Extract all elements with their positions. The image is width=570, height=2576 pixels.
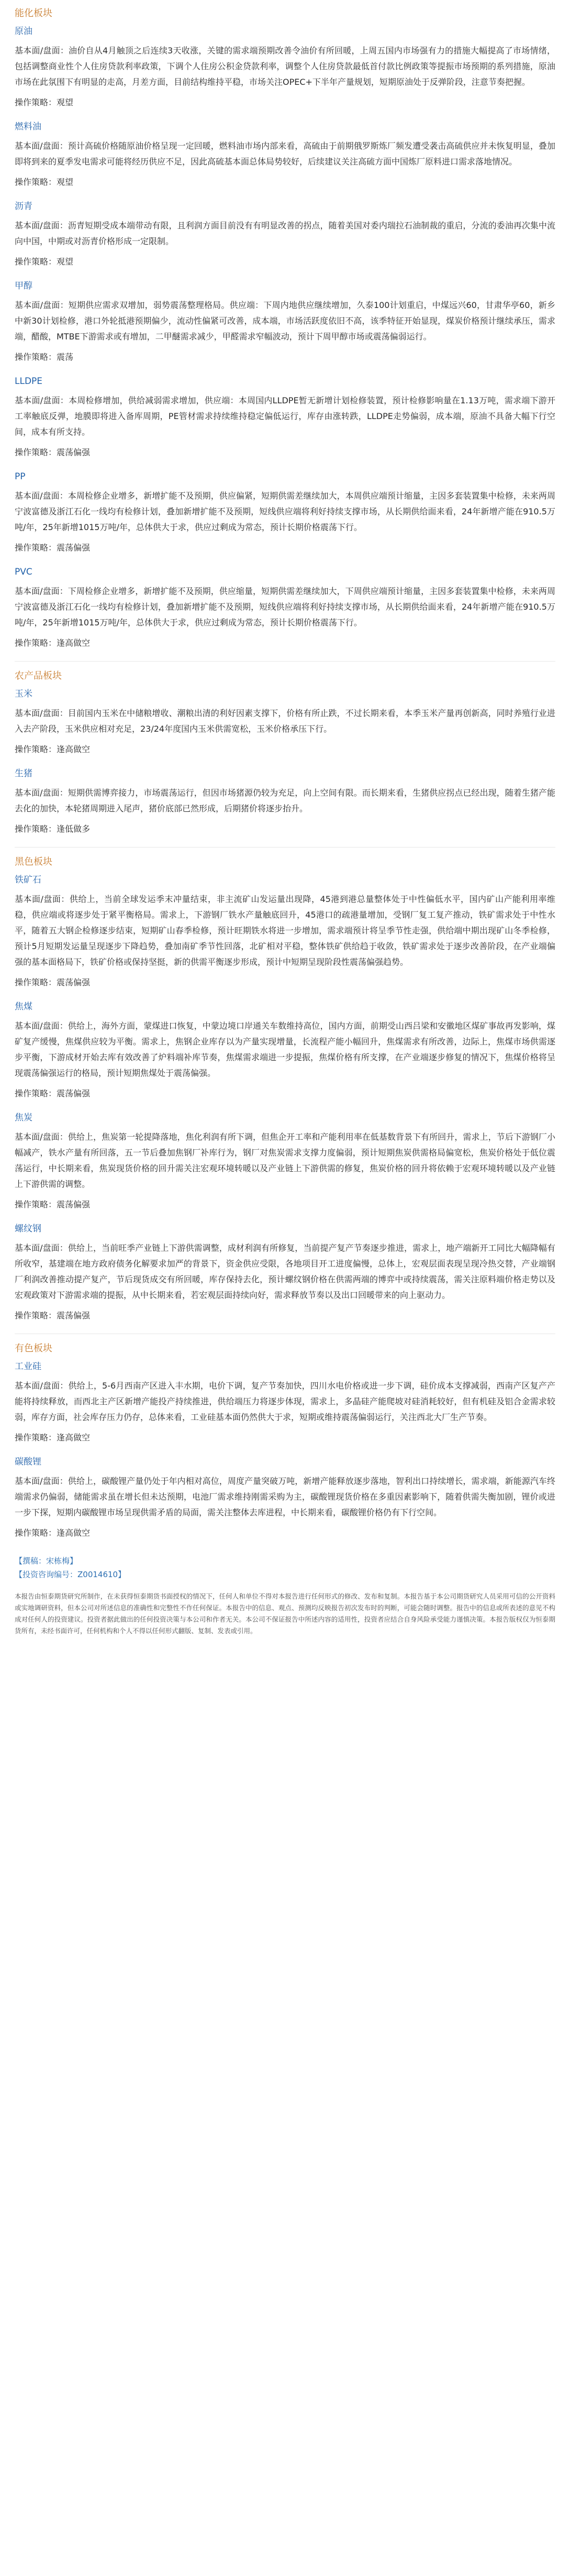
commodity-strategy: 操作策略：震荡偏强 [15,1199,91,1209]
section [15,856,555,1334]
commodity-strategy: 操作策略：逢高做空 [15,1433,91,1443]
commodity-item [15,767,555,836]
commodity-analysis: 基本面/盘面：供给上，5-6月西南产区进入丰水期，电价下调，复产节奏加快，四川水电价格或进一步下调，硅价成本支撑减弱，西南产区复产产能将持续释放，而西北主产区新增产能投产持续推进，供给端压力将逐步体现，需求上，多晶硅产能爬坡对硅消耗较好，但有机硅及铝合金需求较弱，库存方面，社会库存压力仍存，总体来看，工业硅基本面仍然供大于求，短期或维持震荡偏弱运行，关注西北大厂生产节奏。 [15,1381,555,1422]
commodity-title: 原油 [15,26,32,37]
commodity-title: 甲醇 [15,281,32,291]
commodity-item [15,375,555,460]
commodity-analysis: 基本面/盘面：供给上，当前旺季产业链上下游供需调整，成材利润有所修复，当前提产复产节奏逐步推进，需求上，地产端新开工同比大幅降幅有所收窄，基建端在地方政府债务化解要求加严的背景下，资金供应受限，各地项目开工进度偏慢，总体上，宏观层面表现呈现冷热交替，产业端钢厂利润改善推动提产复产，节后现货成交有所回暖，库存保持去化，预计螺纹钢价格在供需两端的博弈中或持续震荡，需关注原料端价格走势以及宏观政策对下游需求端的提振，从中长期来看，若宏观层面持续向好，需求释放节奏以及出口回暖带来的向上驱动力。 [15,1243,555,1300]
cert-line: 【投资咨询编号：Z0014610】 [15,1570,126,1579]
commodity-analysis: 基本面/盘面：短期供需博弈接力，市场震荡运行，但因市场猪源仍较为充足，向上空间有限。而长期来看，生猪供应拐点已经出现，随着生猪产能去化的加快，本轮猪周期进入尾声，猪价底部已然形成，后期猪价将逐步抬升。 [15,788,555,813]
commodity-item [15,1360,555,1445]
report-meta [15,1554,555,1581]
commodity-title: LLDPE [15,376,43,387]
section-title: 有色板块 [15,1343,52,1354]
commodity-analysis: 基本面/盘面：沥青短期受成本端带动有限，且利润方面目前没有有明显改善的拐点，随着美国对委内瑞拉石油制裁的重启，分流的委油再次集中流向中国，中期或对沥青价格形成一定限制。 [15,221,555,246]
commodity-item [15,1223,555,1323]
commodity-item [15,874,555,990]
commodity-item [15,1456,555,1540]
commodity-title: 螺纹钢 [15,1224,41,1234]
commodity-item [15,566,555,651]
commodity-title: 工业硅 [15,1361,41,1372]
commodity-analysis: 基本面/盘面：目前国内玉米在中储粮增收、潮粮出清的利好因素支撑下，价格有所止跌，不过长期来看，本季玉米产量再创新高，同时养殖行业进入去产阶段，玉米供应相对充足，23/24年度国内玉米供需宽松，玉米价格承压下行。 [15,708,555,734]
commodity-strategy: 操作策略：逢高做空 [15,638,91,648]
commodity-title: PP [15,471,26,482]
section-title: 农产品板块 [15,670,62,681]
commodity-strategy: 操作策略：震荡偏强 [15,447,91,457]
commodity-strategy: 操作策略：震荡偏强 [15,1311,91,1320]
commodity-title: 碳酸锂 [15,1457,41,1467]
commodity-title: 生猪 [15,768,32,779]
commodity-item [15,1111,555,1212]
commodity-title: 铁矿石 [15,875,41,885]
commodity-title: 焦煤 [15,1001,32,1012]
commodity-analysis: 基本面/盘面：油价自从4月触顶之后连续3天收涨，关键的需求端预期改善令油价有所回暖，上周五国内市场强有力的措施大幅提高了市场情绪，包括调整商业性个人住房贷款利率政策，下调个人住房公积金贷款利率，调整个人住房贷款最低首付款比例政策等提振市场预期的系列措施，原油市场在此氛围下有明显的走高，月差方面，目前结构维持平稳，市场关注OPEC+下半年产量规划，短期原油处于反弹阶段，注意节奏把握。 [15,46,555,87]
commodity-strategy: 操作策略：震荡 [15,352,74,362]
commodity-analysis: 基本面/盘面：供给上，碳酸锂产量仍处于年内相对高位，周度产量突破万吨，新增产能释放逐步落地，智利出口持续增长，需求端，新能源汽车终端需求仍偏弱，储能需求虽在增长但未达预期，电池厂需求维持刚需采购为主，碳酸锂现货价格在多重因素影响下，随着供需失衡加剧，锂价或进一步下探，短期内碳酸锂市场呈现供需矛盾的局面，需关注整体去库进程，中长期来看，碳酸锂价格仍有下行空间。 [15,1476,555,1517]
commodity-title: 燃料油 [15,122,41,132]
commodity-analysis: 基本面/盘面：下周检修企业增多，新增扩能不及预期，供应缩量，短期供需差继续加大，下周供应端预计缩量，主因多套装置集中检修，未来两周宁波富德及浙江石化一线均有检修计划，叠加新增扩能不及预期，短线供应端将利好持续支撑市场，从长期供给面来看，24年新增产能在910.5万吨/年，25年新增1015万吨/年，总体供大于求，供应过剩成为常态，预计长期价格震荡下行。 [15,586,555,628]
commodity-title: 焦炭 [15,1113,32,1123]
section-title: 能化板块 [15,8,52,19]
commodity-strategy: 操作策略：观望 [15,257,74,267]
section-divider [15,661,555,662]
commodity-title: PVC [15,567,32,577]
section [15,670,555,847]
commodity-strategy: 操作策略：逢低做多 [15,824,91,834]
commodity-analysis: 基本面/盘面：本周检修增加，供给减弱需求增加，供应端：本周国内LLDPE暂无新增计划检修装置，预计检修影响量在1.13万吨，需求端下游开工率触底反弹，地膜即将进入备库周期，PE管材需求持续维持稳定偏低运行，库存由涨转跌，LLDPE走势偏弱，成本端，原油不具备大幅下行空间，成本有所支持。 [15,395,555,437]
section-title: 黑色板块 [15,856,52,867]
commodity-item [15,470,555,555]
author-line: 【撰稿：宋栋梅】 [15,1556,78,1566]
commodity-strategy: 操作策略：逢高做空 [15,1528,91,1538]
commodity-item [15,1000,555,1101]
commodity-strategy: 操作策略：观望 [15,97,74,107]
commodity-strategy: 操作策略：震荡偏强 [15,543,91,553]
commodity-analysis: 基本面/盘面：短期供应需求双增加，弱势震荡整理格局。供应端：下周内地供应继续增加，久泰100计划重启，中煤远兴60，甘肃华亭60，新乡中新30计划检修，港口外轮抵港预期偏少，流动性偏紧可改善，成本端，市场活跃度依旧不高，该季特征开始显现，煤炭价格预计继续承压，需求端，醋酸，MTBE下游需求或有增加，二甲醚需求减少，甲醛需求窄幅波动，预计下周甲醇市场或震荡偏弱运行。 [15,300,555,342]
commodity-item [15,280,555,365]
commodity-analysis: 基本面/盘面：本周检修企业增多，新增扩能不及预期，供应偏紧，短期供需差继续加大，本周供应端预计缩量，主因多套装置集中检修，未来两周宁波富德及浙江石化一线均有检修计划，叠加新增扩能不及预期，短线供应端将利好持续支撑市场，从长期供给面来看，24年新增产能在910.5万吨/年，25年新增1015万吨/年，总体供大于求，供应过剩成为常态，预计长期价格震荡下行。 [15,491,555,532]
commodity-strategy: 操作策略：观望 [15,177,74,187]
commodity-analysis: 基本面/盘面：供给上，海外方面，蒙煤进口恢复，中蒙边境口岸通关车数维持高位，国内方面，前期受山西吕梁和安徽地区煤矿事故再发影响，煤矿复产缓慢，焦煤供应较为平衡。需求上，焦钢企业库存以为产量实现增量，长流程产能小幅回升，焦煤需求有所改善，边际上，焦煤市场供需逐步平衡，下游成材开始去库有效改善了炉料端补库节奏，焦煤需求端进一步提振，焦煤价格有所支撑，在产业端逐步修复的情况下，焦煤价格将呈现震荡偏强运行的格局，预计短期焦煤处于震荡偏强。 [15,1021,555,1078]
report-sections [15,7,555,1540]
commodity-analysis: 基本面/盘面：供给上，当前全球发运季末冲量结束，非主流矿山发运量出现降，45港到港总量整体处于中性偏低水平，国内矿山产能利用率维稳，供应端或将逐步处于紧平衡格局。需求上，下游钢厂铁水产量触底回升，45港口的疏港量增加，受钢厂复工复产推动，铁矿需求处于中性水平，随着五大钢企检修逐步结束，短期矿山春季检修，预计旺期铁水将进一步增加，需求端预计将呈季节性走强，供给端中期出现矿山冬季检修，预计5月短期发运量呈现逐步下降趋势，叠加南矿季节性回落，北矿相对平稳，整体铁矿供给趋于收敛，铁矿需求处于逐步改善阶段，在产业端偏强的基本面格局下，铁矿价格或保持坚挺，新的供需平衡逐步形成，预计中短期呈现阶段性震荡偏强趋势。 [15,894,555,967]
commodity-title: 玉米 [15,689,32,699]
commodity-item [15,688,555,757]
section [15,1342,555,1540]
commodity-analysis: 基本面/盘面：供给上，焦炭第一轮提降落地，焦化利润有所下调，但焦企开工率和产能利用率在低基数背景下有所回升，需求上，节后下游钢厂小幅减产，铁水产量有所回落，五一节后叠加焦钢厂补库行为，钢厂对焦炭需求支撑力度偏弱，预计短期焦炭供需格局偏宽松，焦炭价格处于低位震荡运行，中长期来看，焦炭现货价格的回升需关注宏观环境转暖以及产业链上下游供需的修复，焦炭价格的回升将依赖于宏观环境转暖以及产业链上下游供需的调整。 [15,1132,555,1189]
commodity-strategy: 操作策略：震荡偏强 [15,977,91,987]
commodity-title: 沥青 [15,201,32,212]
commodity-item [15,25,555,110]
section [15,7,555,662]
commodity-item [15,200,555,269]
disclaimer: 本报告由恒泰期货研究所制作，在未获得恒泰期货书面授权的情况下，任何人和单位不得对本报告进行任何形式的修改、发布和复制。本报告基于本公司期货研究人员采用可信的公开资料或实地调研资料，但本公司对所述信息的准确性和完整性不作任何保证。本报告中的信息、观点、预测均反映报告初次发布时的判断，可能会随时调整。报告中的信息或所表述的意见不构成对任何人的投资建议。投资者据此做出的任何投资决策与本公司和作者无关。本公司不保证报告中所述内容的适用性，投资者应结合自身风险承受能力谨慎决策。本报告版权仅为恒泰期货所有，未经书面许可，任何机构和个人不得以任何形式翻版、复制、发表或引用。 [15,1592,555,1635]
commodity-analysis: 基本面/盘面：预计高硫价格随原油价格呈现一定回暖，燃料油市场内部来看，高硫由于前期俄罗斯炼厂频发遭受袭击高硫供应并未恢复明显，叠加即将到来的夏季发电需求可能将经历供应不足，因此高硫基本面总体局势较好，后续建议关注高硫方面中国炼厂原料进口需求落地情况。 [15,141,555,167]
commodity-item [15,120,555,190]
commodity-strategy: 操作策略：逢高做空 [15,744,91,754]
commodity-strategy: 操作策略：震荡偏强 [15,1088,91,1098]
